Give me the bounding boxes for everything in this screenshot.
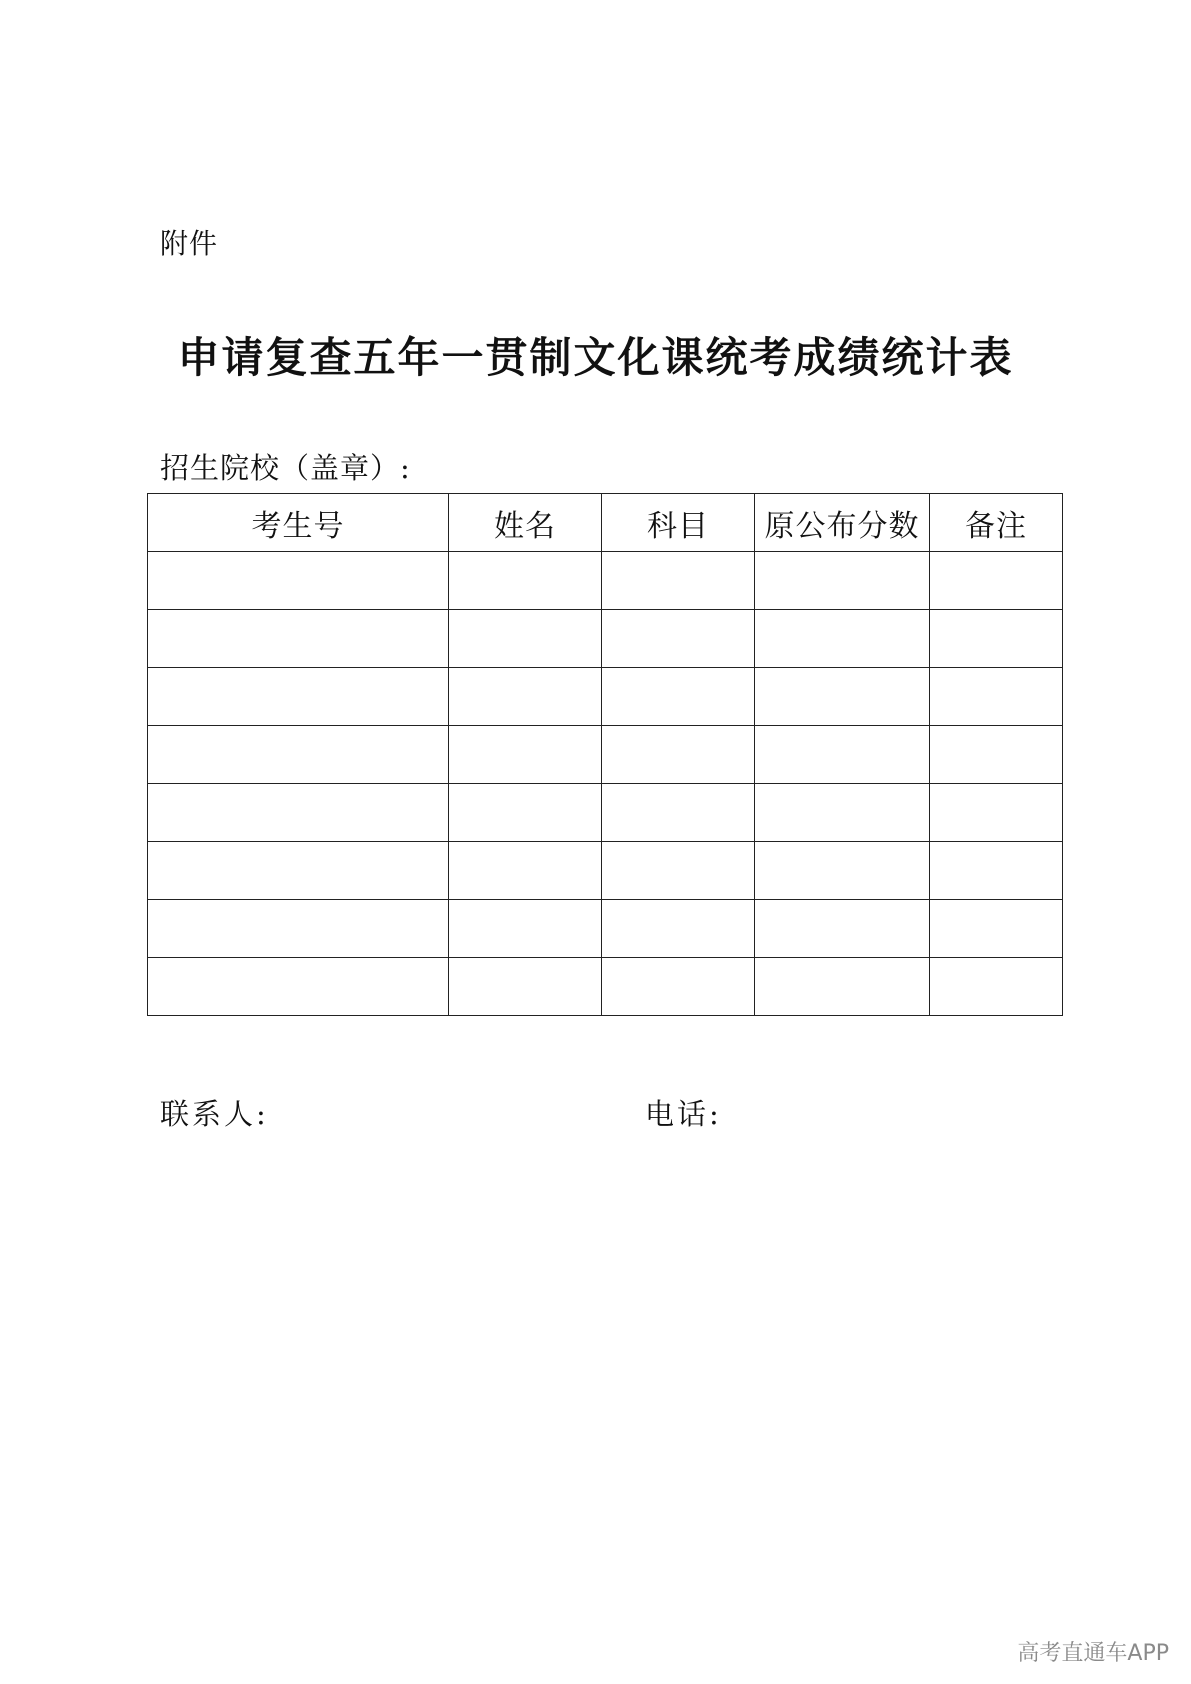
remarks-cell xyxy=(930,668,1063,726)
candidate-number-cell xyxy=(148,842,449,900)
table-row xyxy=(148,668,1063,726)
table-row xyxy=(148,552,1063,610)
phone-label: 电话: xyxy=(645,1097,722,1131)
header-candidate-number: 考生号 xyxy=(148,494,449,552)
page-title: 申请复查五年一贯制文化课统考成绩统计表 xyxy=(177,333,1014,382)
remarks-cell xyxy=(930,842,1063,900)
name-cell xyxy=(449,668,602,726)
table-row xyxy=(148,610,1063,668)
original-score-cell xyxy=(755,726,930,784)
candidate-number-cell xyxy=(148,784,449,842)
remarks-cell xyxy=(930,900,1063,958)
contact-person-label: 联系人: xyxy=(160,1097,269,1131)
name-cell xyxy=(449,842,602,900)
table-body xyxy=(148,552,1063,1016)
subject-cell xyxy=(602,842,755,900)
subject-cell xyxy=(602,726,755,784)
table-row xyxy=(148,842,1063,900)
name-cell xyxy=(449,610,602,668)
original-score-cell xyxy=(755,610,930,668)
remarks-cell xyxy=(930,958,1063,1016)
remarks-cell xyxy=(930,552,1063,610)
table-row xyxy=(148,958,1063,1016)
original-score-cell xyxy=(755,900,930,958)
table-header-row xyxy=(148,494,1063,552)
header-remarks: 备注 xyxy=(930,494,1063,552)
candidate-number-cell xyxy=(148,552,449,610)
original-score-cell xyxy=(755,784,930,842)
header-subject: 科目 xyxy=(602,494,755,552)
remarks-cell xyxy=(930,726,1063,784)
candidate-number-cell xyxy=(148,900,449,958)
header-name: 姓名 xyxy=(449,494,602,552)
name-cell xyxy=(449,552,602,610)
subject-cell xyxy=(602,668,755,726)
name-cell xyxy=(449,900,602,958)
name-cell xyxy=(449,726,602,784)
header-original-score: 原公布分数 xyxy=(755,494,930,552)
candidate-number-cell xyxy=(148,958,449,1016)
remarks-cell xyxy=(930,784,1063,842)
subject-cell xyxy=(602,900,755,958)
candidate-number-cell xyxy=(148,610,449,668)
table-row xyxy=(148,784,1063,842)
name-cell xyxy=(449,958,602,1016)
table-row xyxy=(148,726,1063,784)
subject-cell xyxy=(602,784,755,842)
watermark: 高考直通车APP xyxy=(1017,1641,1169,1666)
original-score-cell xyxy=(755,668,930,726)
subject-cell xyxy=(602,958,755,1016)
original-score-cell xyxy=(755,958,930,1016)
original-score-cell xyxy=(755,552,930,610)
attachment-label: 附件 xyxy=(160,227,219,260)
table-row xyxy=(148,900,1063,958)
school-seal-label: 招生院校（盖章）: xyxy=(160,451,411,485)
subject-cell xyxy=(602,552,755,610)
name-cell xyxy=(449,784,602,842)
candidate-number-cell xyxy=(148,726,449,784)
score-review-table xyxy=(147,493,1063,1016)
subject-cell xyxy=(602,610,755,668)
candidate-number-cell xyxy=(148,668,449,726)
original-score-cell xyxy=(755,842,930,900)
remarks-cell xyxy=(930,610,1063,668)
